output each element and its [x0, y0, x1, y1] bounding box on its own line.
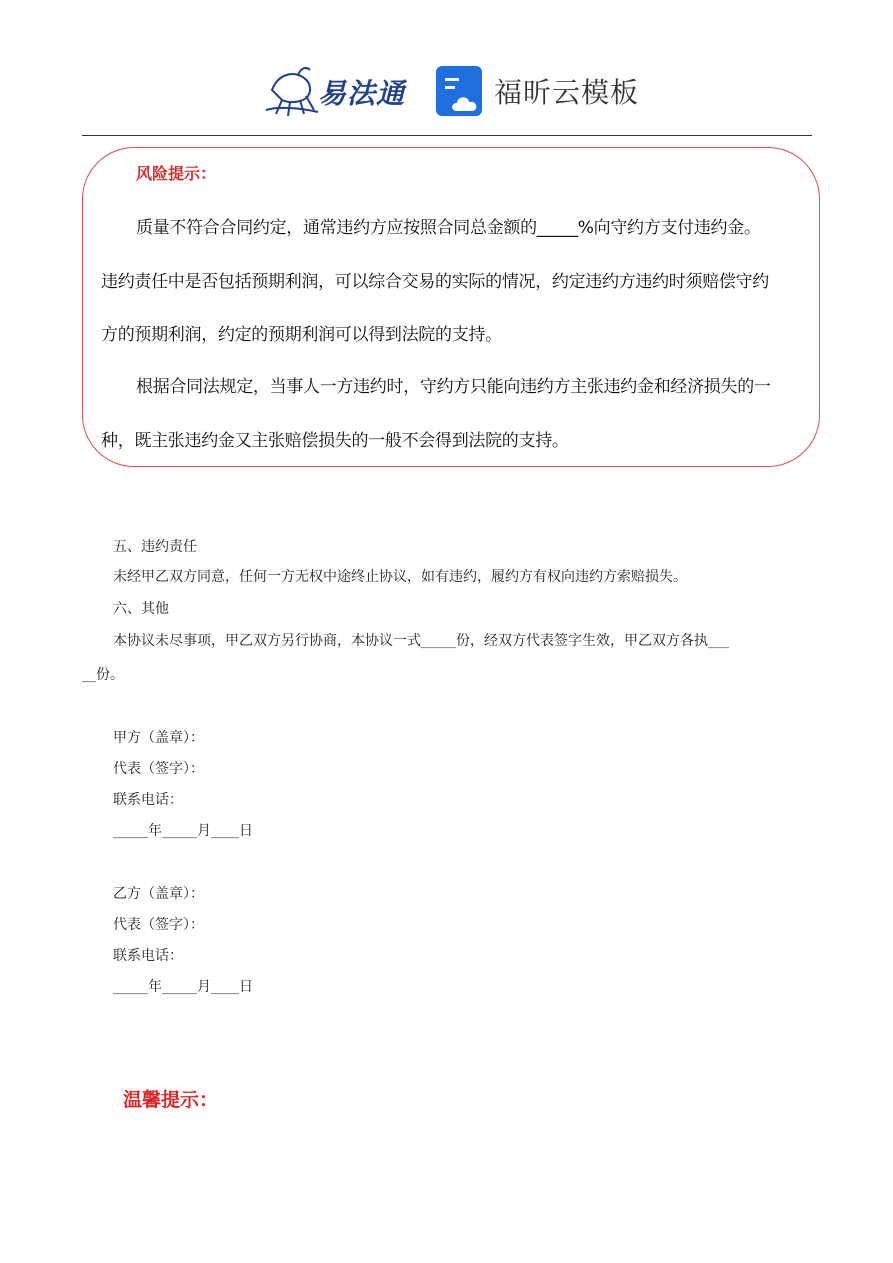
- party-a-seal: 甲方（盖章）：: [113, 730, 204, 746]
- party-a-date: _____年_____月____日: [113, 823, 253, 839]
- risk-notice-title: 风险提示：: [136, 164, 217, 183]
- header-divider: [82, 135, 812, 136]
- risk-line-2: 违约责任中是否包括预期利润，可以综合交易的实际的情况，约定违约方违约时须赔偿守约: [101, 272, 769, 292]
- party-a-representative: 代表（签字）：: [113, 761, 204, 777]
- section5-title: 五、违约责任: [113, 539, 197, 555]
- risk-line-5: 种，既主张违约金又主张赔偿损失的一般不会得到法院的支持。: [101, 431, 569, 451]
- section6-title: 六、其他: [113, 601, 169, 617]
- risk-notice-box: [82, 147, 820, 467]
- party-b-date: _____年_____月____日: [113, 979, 253, 995]
- risk-line-1: 质量不符合合同约定，通常违约方应按照合同总金额的_____%向守约方支付违约金。: [136, 218, 761, 238]
- risk-line-3: 方的预期利润，约定的预期利润可以得到法院的支持。: [101, 325, 502, 345]
- page-header: [0, 0, 893, 136]
- warm-tip-title: 温馨提示：: [123, 1089, 219, 1111]
- yifatong-logo-text: 易法通: [318, 77, 406, 110]
- party-a-phone: 联系电话：: [113, 792, 183, 808]
- party-b-representative: 代表（签字）：: [113, 917, 204, 933]
- foxit-template-logo-text: 福昕云模板: [494, 76, 640, 109]
- section6-text-line1: 本协议未尽事项，甲乙双方另行协商，本协议一式_____份，经双方代表签字生效，甲乙双方各执___: [113, 633, 729, 649]
- section6-text-line2: __份。: [82, 667, 124, 683]
- risk-line-4: 根据合同法规定，当事人一方违约时，守约方只能向违约方主张违约金和经济损失的一: [136, 377, 771, 397]
- cloud-document-icon: [436, 66, 488, 118]
- party-b-seal: 乙方（盖章）：: [113, 886, 204, 902]
- party-b-phone: 联系电话：: [113, 948, 183, 964]
- section5-text: 未经甲乙双方同意，任何一方无权中途终止协议，如有违约，履约方有权向违约方索赔损失。: [113, 569, 687, 585]
